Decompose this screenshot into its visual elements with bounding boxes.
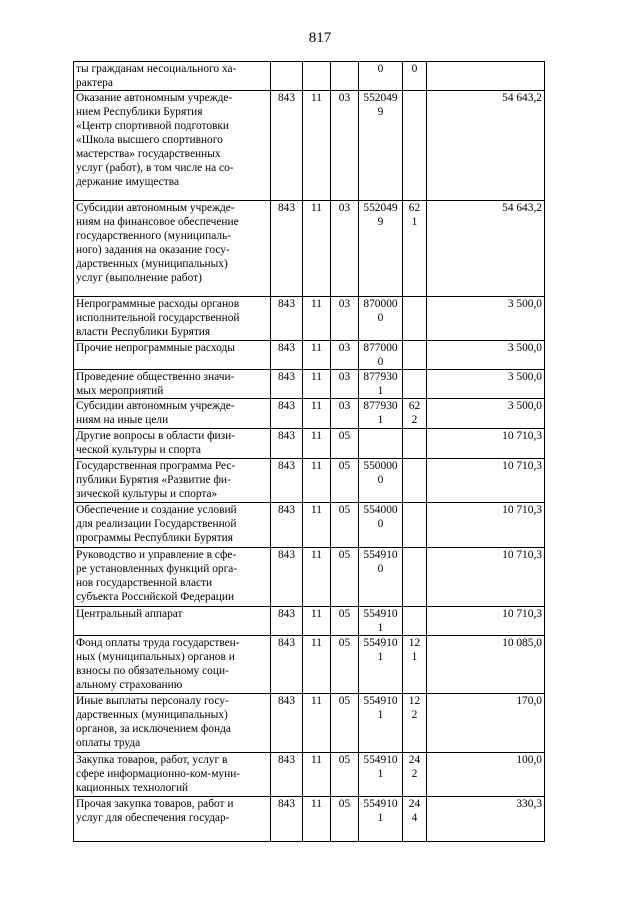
cell-ministry-code [271,62,303,91]
cell-section-code: 11 [303,607,331,636]
cell-subsection-code: 03 [331,399,359,429]
cell-name: Центральный аппарат [74,607,271,636]
cell-name: Закупка товаров, работ, услуг в сфере информационно-ком-муни- кационных технологий [74,753,271,797]
cell-section-code: 11 [303,429,331,459]
cell-amount: 10 085,0 [427,636,545,694]
table-row [74,429,545,459]
cell-ministry-code: 843 [271,297,303,341]
cell-section-code: 11 [303,503,331,548]
cell-expense-type-code [403,370,427,399]
cell-ministry-code: 843 [271,201,303,297]
cell-subsection-code: 05 [331,503,359,548]
cell-section-code: 11 [303,797,331,842]
cell-expense-type-code [403,91,427,201]
cell-amount [427,62,545,91]
cell-expense-type-code: 62 1 [403,201,427,297]
cell-expense-type-code [403,459,427,503]
table-row [74,636,545,694]
table-row [74,370,545,399]
cell-section-code: 11 [303,201,331,297]
table-row [74,91,545,201]
cell-target-article-code: 550000 0 [359,459,403,503]
cell-name: Проведение общественно значи- мых мероприятий [74,370,271,399]
cell-amount: 54 643,2 [427,201,545,297]
cell-expense-type-code [403,503,427,548]
cell-subsection-code: 03 [331,341,359,370]
cell-section-code [303,62,331,91]
cell-expense-type-code [403,429,427,459]
cell-ministry-code: 843 [271,694,303,753]
cell-amount: 170,0 [427,694,545,753]
cell-subsection-code: 05 [331,636,359,694]
cell-ministry-code: 843 [271,429,303,459]
cell-section-code: 11 [303,548,331,607]
cell-section-code: 11 [303,459,331,503]
cell-amount: 3 500,0 [427,297,545,341]
table-row [74,201,545,297]
cell-ministry-code: 843 [271,636,303,694]
cell-target-article-code: 554910 1 [359,753,403,797]
table-row [74,694,545,753]
cell-ministry-code: 843 [271,341,303,370]
cell-ministry-code: 843 [271,607,303,636]
cell-target-article-code: 877930 1 [359,399,403,429]
cell-ministry-code: 843 [271,797,303,842]
cell-target-article-code: 554910 1 [359,797,403,842]
cell-ministry-code: 843 [271,370,303,399]
cell-target-article-code: 554910 1 [359,694,403,753]
cell-name: Субсидии автономным учрежде- ниям на финансовое обеспечение государственного (муниципаль- ного) задания на оказание госу- дарственных (муниципальных) услуг (выполнение работ) [74,201,271,297]
table-row [74,297,545,341]
cell-name: Фонд оплаты труда государствен- ных (муниципальных) органов и взносы по обязательному соци- альному страхованию [74,636,271,694]
cell-expense-type-code [403,297,427,341]
cell-expense-type-code: 12 1 [403,636,427,694]
cell-expense-type-code: 0 [403,62,427,91]
cell-expense-type-code: 12 2 [403,694,427,753]
cell-name: ты гражданам несоциального ха- рактера [74,62,271,91]
cell-section-code: 11 [303,399,331,429]
cell-ministry-code: 843 [271,91,303,201]
cell-ministry-code: 843 [271,548,303,607]
cell-name: Руководство и управление в сфе- ре установленных функций орга- нов государственной власти субъекта Российской Федерации [74,548,271,607]
cell-amount: 3 500,0 [427,399,545,429]
table-row [74,548,545,607]
cell-name: Оказание автономным учрежде- нием Республики Бурятия «Центр спортивной подготовки «Школа высшего спортивного мастерства» государственных услуг (работ), в том числе на со- держание имущества [74,91,271,201]
cell-subsection-code: 05 [331,429,359,459]
cell-name: Другие вопросы в области физи- ческой культуры и спорта [74,429,271,459]
cell-name: Государственная программа Рес- публики Бурятия «Развитие фи- зической культуры и спорта» [74,459,271,503]
cell-subsection-code: 05 [331,753,359,797]
cell-section-code: 11 [303,91,331,201]
cell-name: Прочая закупка товаров, работ и услуг для обеспечения государ- [74,797,271,842]
cell-ministry-code: 843 [271,753,303,797]
cell-subsection-code: 05 [331,797,359,842]
cell-target-article-code: 554910 1 [359,607,403,636]
cell-amount: 10 710,3 [427,503,545,548]
cell-expense-type-code [403,548,427,607]
cell-section-code: 11 [303,370,331,399]
table-row [74,797,545,842]
cell-subsection-code: 03 [331,91,359,201]
cell-expense-type-code: 24 4 [403,797,427,842]
table-row [74,459,545,503]
table-row [74,503,545,548]
cell-amount: 54 643,2 [427,91,545,201]
cell-amount: 10 710,3 [427,548,545,607]
cell-ministry-code: 843 [271,503,303,548]
cell-ministry-code: 843 [271,459,303,503]
budget-table [73,61,545,842]
cell-subsection-code: 03 [331,370,359,399]
cell-amount: 3 500,0 [427,341,545,370]
cell-target-article-code: 554910 1 [359,636,403,694]
cell-target-article-code: 870000 0 [359,297,403,341]
cell-target-article-code: 554000 0 [359,503,403,548]
cell-section-code: 11 [303,636,331,694]
cell-amount: 10 710,3 [427,607,545,636]
cell-section-code: 11 [303,694,331,753]
cell-target-article-code: 552049 9 [359,91,403,201]
cell-target-article-code: 877000 0 [359,341,403,370]
cell-subsection-code: 03 [331,201,359,297]
cell-expense-type-code [403,341,427,370]
cell-target-article-code [359,429,403,459]
cell-target-article-code: 552049 9 [359,201,403,297]
cell-section-code: 11 [303,341,331,370]
cell-target-article-code: 877930 1 [359,370,403,399]
cell-subsection-code: 05 [331,607,359,636]
table-row [74,341,545,370]
cell-subsection-code [331,62,359,91]
cell-subsection-code: 03 [331,297,359,341]
cell-name: Прочие непрограммные расходы [74,341,271,370]
cell-amount: 10 710,3 [427,429,545,459]
page-number: 817 [308,30,332,46]
cell-subsection-code: 05 [331,548,359,607]
cell-subsection-code: 05 [331,694,359,753]
table-row [74,399,545,429]
cell-amount: 10 710,3 [427,459,545,503]
cell-ministry-code: 843 [271,399,303,429]
cell-name: Иные выплаты персоналу госу- дарственных (муниципальных) органов, за исключением фонда оплаты труда [74,694,271,753]
cell-name: Непрограммные расходы органов исполнительной государственной власти Республики Бурятия [74,297,271,341]
cell-amount: 3 500,0 [427,370,545,399]
cell-expense-type-code [403,607,427,636]
cell-target-article-code: 0 [359,62,403,91]
cell-section-code: 11 [303,297,331,341]
cell-name: Обеспечение и создание условий для реализации Государственной программы Республики Бурятия [74,503,271,548]
cell-target-article-code: 554910 0 [359,548,403,607]
table-row [74,753,545,797]
table-row [74,62,545,91]
cell-subsection-code: 05 [331,459,359,503]
cell-section-code: 11 [303,753,331,797]
table-row [74,607,545,636]
cell-expense-type-code: 62 2 [403,399,427,429]
cell-amount: 330,3 [427,797,545,842]
cell-amount: 100,0 [427,753,545,797]
cell-expense-type-code: 24 2 [403,753,427,797]
cell-name: Субсидии автономным учрежде- ниям на иные цели [74,399,271,429]
